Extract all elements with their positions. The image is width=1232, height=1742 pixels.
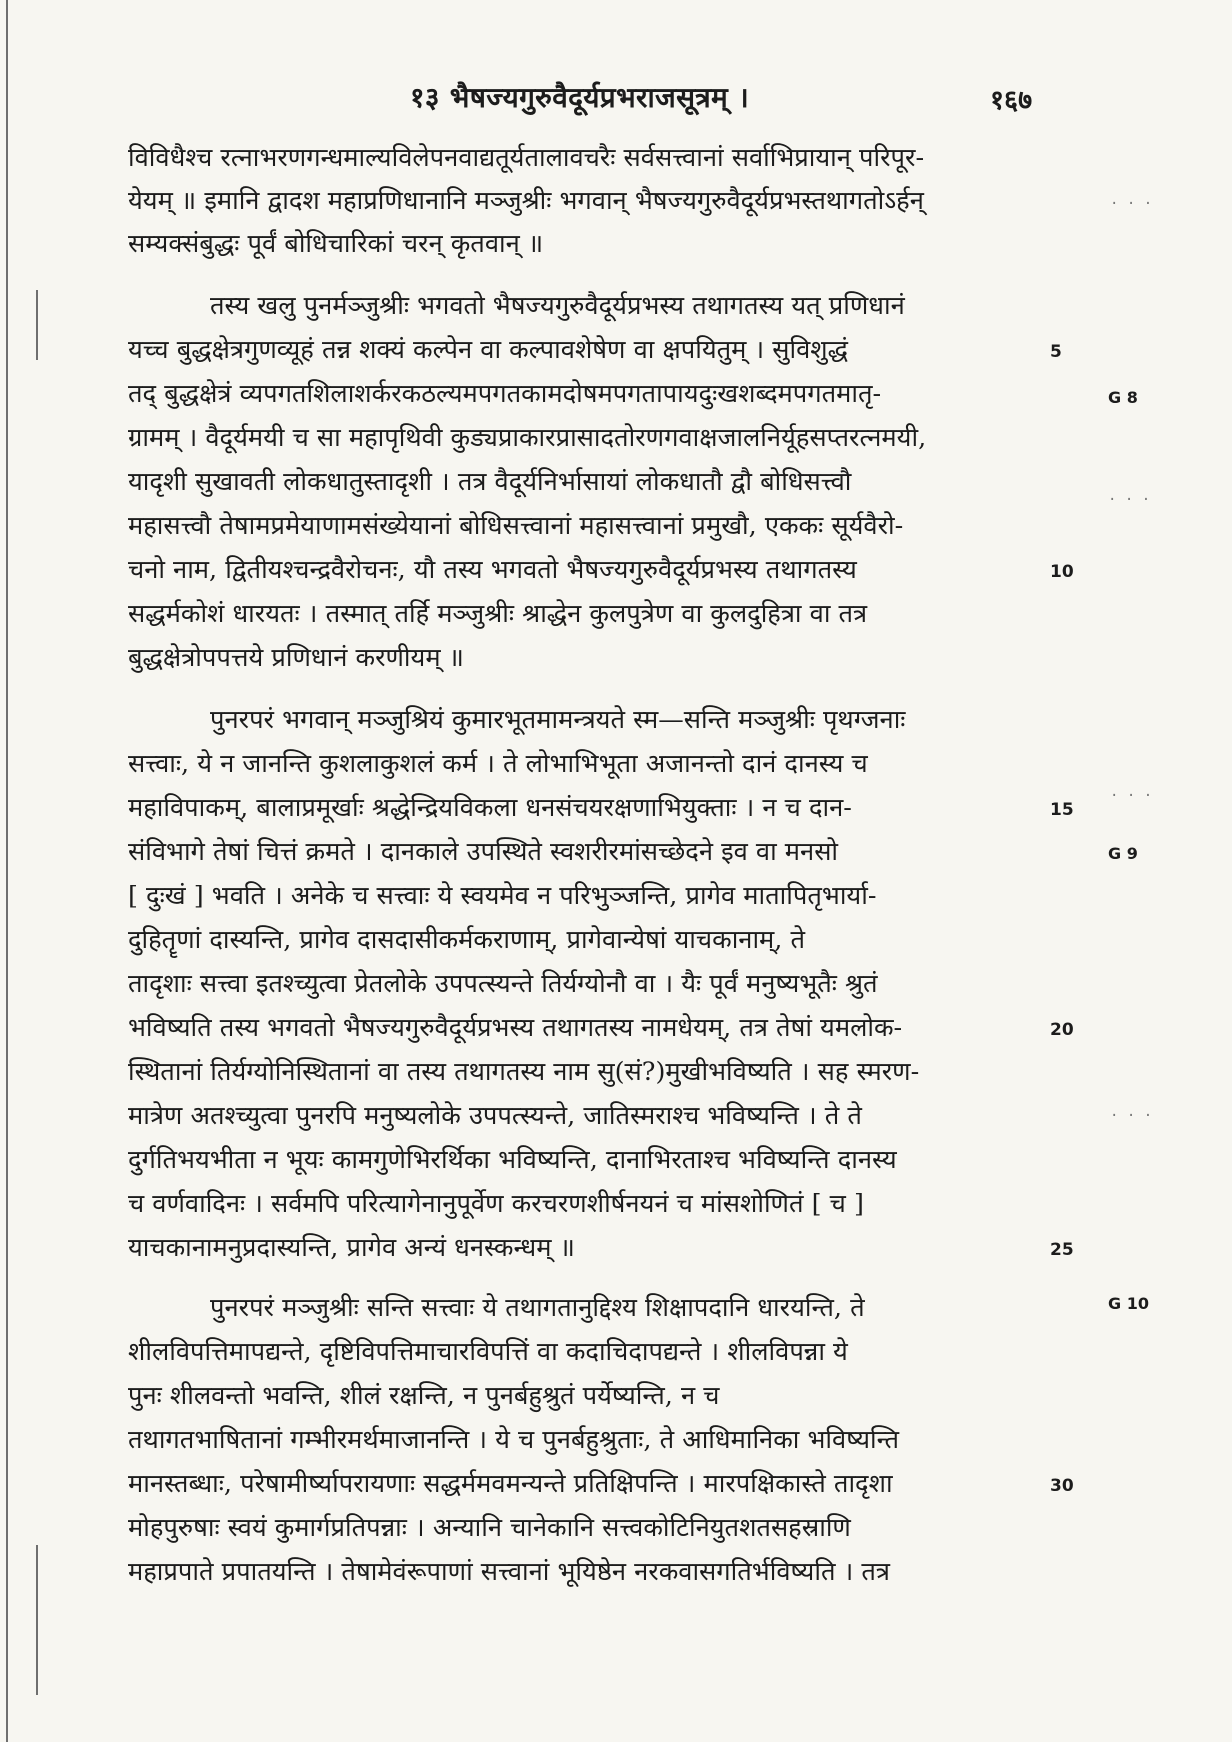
line-number: 5 <box>1050 342 1062 362</box>
line-number: 10 <box>1050 562 1074 582</box>
text-line: दुहितॄणां दास्यन्ति, प्रागेव दासदासीकर्मकराणाम्, प्रागेवान्येषां याचकानाम्, ते <box>128 925 806 955</box>
text-line: बुद्धक्षेत्रोपपत्तये प्रणिधानं करणीयम् ॥ <box>128 643 464 673</box>
text-line: महाविपाकम्, बालाप्रमूर्खाः श्रद्धेन्द्रियविकला धनसंचयरक्षणाभियुक्ताः । न च दान- <box>128 793 852 823</box>
text-line: याचकानामनुप्रदास्यन्ति, प्रागेव अन्यं धनस्कन्धम् ॥ <box>128 1233 575 1263</box>
scan-smudge: · · · <box>1110 1108 1153 1124</box>
margin-reference: G 8 <box>1108 388 1138 407</box>
text-line: महाप्रपाते प्रपातयन्ति । तेषामेवंरूपाणां सत्त्वानां भूयिष्ठेन नरकवासगतिर्भविष्यति । तत्र <box>128 1557 890 1587</box>
left-margin-mark <box>36 290 38 360</box>
text-line: च वर्णवादिनः । सर्वमपि परित्यागेनानुपूर्वेण करचरणशीर्षनयनं च मांसशोणितं [ च ] <box>128 1189 864 1219</box>
text-line: तस्य खलु पुनर्मञ्जुश्रीः भगवतो भैषज्यगुरुवैदूर्यप्रभस्य तथागतस्य यत् प्रणिधानं <box>210 291 905 321</box>
text-line: येयम् ॥ इमानि द्वादश महाप्रणिधानानि मञ्जुश्रीः भगवान् भैषज्यगुरुवैदूर्यप्रभस्तथागतोऽर्हन् <box>128 186 924 216</box>
text-line: पुनः शीलवन्तो भवन्ति, शीलं रक्षन्ति, न पुनर्बहुश्रुतं पर्येष्यन्ति, न च <box>128 1381 720 1411</box>
text-line: यच्च बुद्धक्षेत्रगुणव्यूहं तन्न शक्यं कल्पेन वा कल्पावशेषेण वा क्षपयितुम् । सुविशुद्धं <box>128 335 849 365</box>
text-line: पुनरपरं भगवान् मञ्जुश्रियं कुमारभूतमामन्त्रयते स्म—सन्ति मञ्जुश्रीः पृथग्जनाः <box>210 705 906 735</box>
text-line: तादृशाः सत्त्वा इतश्च्युत्वा प्रेतलोके उपपत्स्यन्ते तिर्यग्योनौ वा । यैः पूर्वं मनुष्यभूतैः श्रुतं <box>128 969 878 999</box>
text-line: ग्रामम् । वैदूर्यमयी च सा महापृथिवी कुड्यप्राकारप्रासादतोरणगवाक्षजालनिर्यूहसप्तरत्नमयी, <box>128 423 927 453</box>
running-title: १३ भैषज्यगुरुवैदूर्यप्रभराजसूत्रम् । <box>410 81 750 114</box>
text-line: यादृशी सुखावती लोकधातुस्तादृशी । तत्र वैदूर्यनिर्भासायां लोकधातौ द्वौ बोधिसत्त्वौ <box>128 467 852 497</box>
text-line: मानस्तब्धाः, परेषामीर्ष्यापरायणाः सद्धर्ममवमन्यन्ते प्रतिक्षिपन्ति । मारपक्षिकास्ते तादृशा <box>128 1469 893 1499</box>
line-number: 25 <box>1050 1240 1074 1260</box>
margin-reference: G 10 <box>1108 1294 1149 1313</box>
line-number: 20 <box>1050 1020 1074 1040</box>
text-line: पुनरपरं मञ्जुश्रीः सन्ति सत्त्वाः ये तथागतानुद्दिश्य शिक्षापदानि धारयन्ति, ते <box>210 1293 865 1323</box>
text-line: मात्रेण अतश्च्युत्वा पुनरपि मनुष्यलोके उपपत्स्यन्ते, जातिस्मराश्च भविष्यन्ति । ते ते <box>128 1101 862 1131</box>
text-line: महासत्त्वौ तेषामप्रमेयाणामसंख्येयानां बोधिसत्त्वानां महासत्त्वानां प्रमुखौ, एककः सूर्यवैरो- <box>128 511 904 541</box>
scan-smudge: · · · <box>1110 196 1153 212</box>
text-line: विविधैश्च रत्नाभरणगन्धमाल्यविलेपनवाद्यतूर्यतालावचरैः सर्वसत्त्वानां सर्वाभिप्रायान् परिपूर- <box>128 143 925 173</box>
text-line: [ दुःखं ] भवति । अनेके च सत्त्वाः ये स्वयमेव न परिभुञ्जन्ति, प्रागेव मातापितृभार्या- <box>128 881 877 911</box>
text-line: मोहपुरुषाः स्वयं कुमार्गप्रतिपन्नाः । अन्यानि चानेकानि सत्त्वकोटिनियुतशतसहस्राणि <box>128 1513 851 1543</box>
text-line: शीलविपत्तिमापद्यन्ते, दृष्टिविपत्तिमाचारविपत्तिं वा कदाचिदापद्यन्ते । शीलविपन्ना ये <box>128 1337 848 1367</box>
page-number: १६७ <box>990 85 1033 116</box>
text-line: संविभागे तेषां चित्तं क्रमते । दानकाले उपस्थिते स्वशरीरमांसच्छेदने इव वा मनसो <box>128 837 839 867</box>
page-header <box>0 78 1232 122</box>
text-line: सद्धर्मकोशं धारयतः । तस्मात् तर्हि मञ्जुश्रीः श्राद्धेन कुलपुत्रेण वा कुलदुहित्रा वा तत्र <box>128 599 868 629</box>
text-line: भविष्यति तस्य भगवतो भैषज्यगुरुवैदूर्यप्रभस्य तथागतस्य नामधेयम्, तत्र तेषां यमलोक- <box>128 1013 903 1043</box>
left-margin-mark <box>36 1545 38 1695</box>
text-line: तद् बुद्धक्षेत्रं व्यपगतशिलाशर्करकठल्यमपगतकामदोषमपगतापायदुःखशब्दमपगतमातृ- <box>128 379 882 409</box>
margin-reference: G 9 <box>1108 844 1138 863</box>
text-line: दुर्गतिभयभीता न भूयः कामगुणेभिरर्थिका भविष्यन्ति, दानाभिरताश्च भविष्यन्ति दानस्य <box>128 1145 897 1175</box>
scan-smudge: · · · <box>1110 788 1153 804</box>
text-line: सम्यक्संबुद्धः पूर्वं बोधिचारिकां चरन् कृतवान् ॥ <box>128 229 544 259</box>
text-line: सत्त्वाः, ये न जानन्ति कुशलाकुशलं कर्म । ते लोभाभिभूता अजानन्तो दानं दानस्य च <box>128 749 868 779</box>
text-line: स्थितानां तिर्यग्योनिस्थितानां वा तस्य तथागतस्य नाम सु(सं?)मुखीभविष्यति । सह स्मरण- <box>128 1057 920 1087</box>
scan-smudge: · · · <box>1108 492 1151 508</box>
text-line: चनो नाम, द्वितीयश्चन्द्रवैरोचनः, यौ तस्य भगवतो भैषज्यगुरुवैदूर्यप्रभस्य तथागतस्य <box>128 555 857 585</box>
text-line: तथागतभाषितानां गम्भीरमर्थमाजानन्ति । ये च पुनर्बहुश्रुताः, ते आधिमानिका भविष्यन्ति <box>128 1425 900 1455</box>
line-number: 30 <box>1050 1476 1074 1496</box>
left-edge-line <box>6 0 8 1742</box>
line-number: 15 <box>1050 800 1074 820</box>
